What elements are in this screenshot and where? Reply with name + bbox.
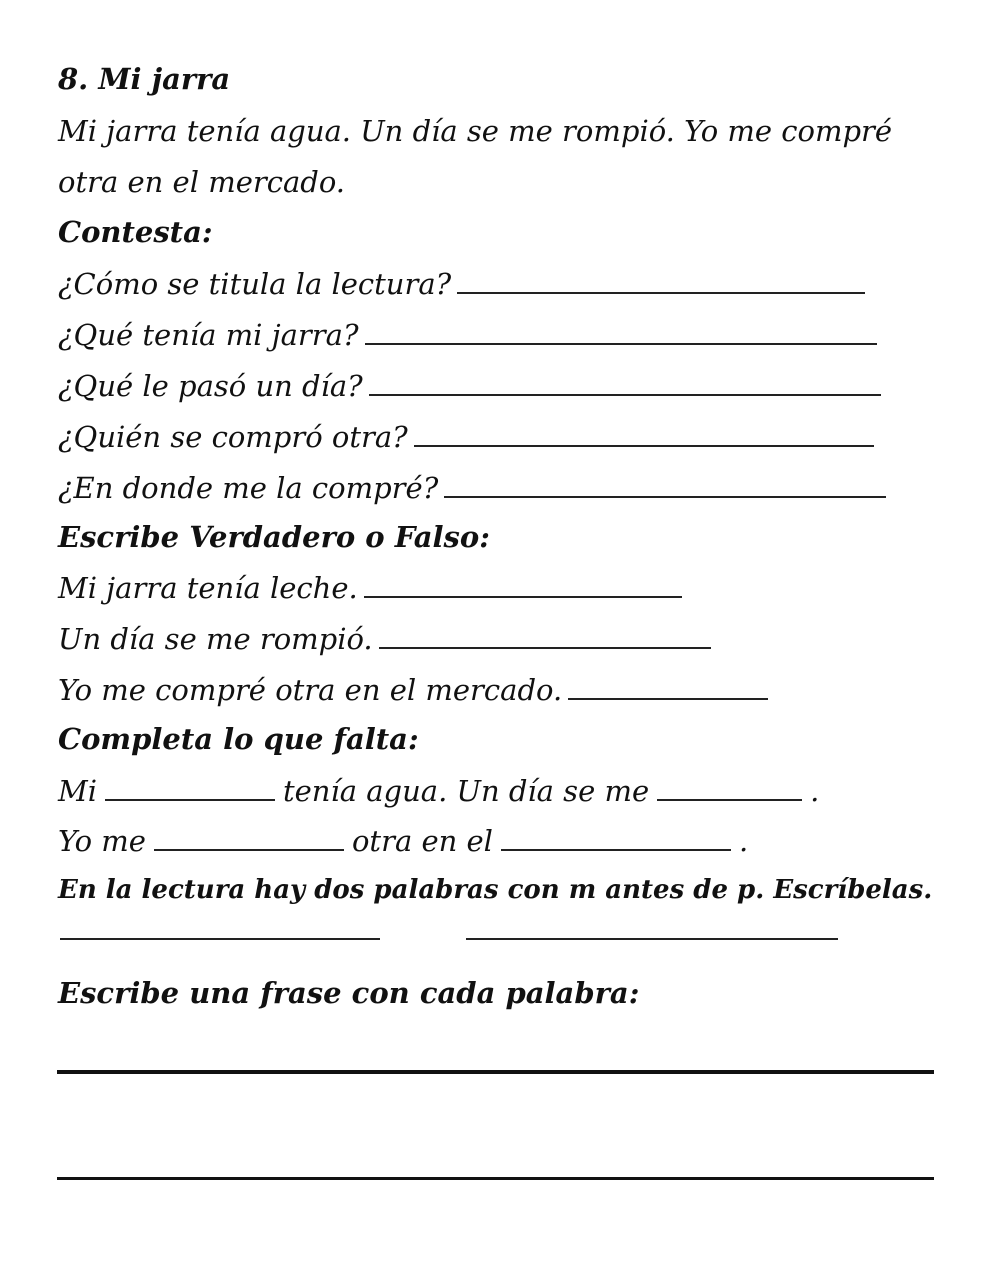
statement-row (58, 621, 711, 656)
question-row (58, 419, 874, 454)
complete-text: Yo me (58, 824, 146, 858)
reading-line-2: otra en el mercado. (58, 165, 345, 199)
sentence-heading: Escribe una frase con cada palabra: (58, 976, 640, 1010)
answer-blank[interactable] (457, 266, 865, 294)
question-text: ¿En donde me la compré? (58, 471, 439, 505)
question-row (58, 368, 881, 403)
fill-blank[interactable] (501, 823, 731, 851)
mp-answer-blank[interactable] (466, 938, 838, 940)
fill-blank[interactable] (657, 773, 802, 801)
statement-text: Un día se me rompió. (58, 622, 373, 656)
complete-text: . (810, 774, 820, 808)
writing-line[interactable] (57, 1070, 934, 1074)
page-title: 8. Mi jarra (58, 62, 231, 96)
mp-answer-blank[interactable] (60, 938, 380, 940)
question-text: ¿Quién se compró otra? (58, 420, 408, 454)
writing-line[interactable] (57, 1177, 934, 1180)
answer-blank[interactable] (444, 470, 886, 498)
complete-text: tenía agua. Un día se me (282, 774, 650, 808)
answer-blank[interactable] (369, 368, 881, 396)
question-text: ¿Qué tenía mi jarra? (58, 318, 359, 352)
answer-heading: Contesta: (58, 215, 213, 249)
mp-heading: En la lectura hay dos palabras con m antes de p. Escríbelas. (58, 875, 933, 905)
complete-text: Mi (58, 774, 97, 808)
true-false-blank[interactable] (364, 570, 682, 598)
fill-blank[interactable] (105, 773, 275, 801)
complete-text: otra en el (351, 824, 493, 858)
question-text: ¿Cómo se titula la lectura? (58, 267, 452, 301)
statement-text: Mi jarra tenía leche. (58, 571, 358, 605)
reading-line-1: Mi jarra tenía agua. Un día se me rompió. Yo me compré (58, 114, 893, 148)
question-row (58, 317, 877, 352)
question-row (58, 470, 886, 505)
complete-text: . (738, 824, 749, 858)
true-false-heading: Escribe Verdadero o Falso: (58, 520, 490, 554)
statement-row (58, 570, 682, 605)
fill-blank[interactable] (154, 823, 344, 851)
question-row (58, 266, 865, 301)
statement-text: Yo me compré otra en el mercado. (58, 673, 563, 707)
statement-row (58, 672, 768, 707)
complete-row-2 (58, 823, 748, 858)
question-text: ¿Qué le pasó un día? (58, 369, 363, 403)
complete-row-1 (58, 773, 819, 808)
true-false-blank[interactable] (568, 672, 768, 700)
complete-heading: Completa lo que falta: (58, 722, 419, 756)
true-false-blank[interactable] (379, 621, 711, 649)
answer-blank[interactable] (414, 419, 874, 447)
answer-blank[interactable] (365, 317, 877, 345)
